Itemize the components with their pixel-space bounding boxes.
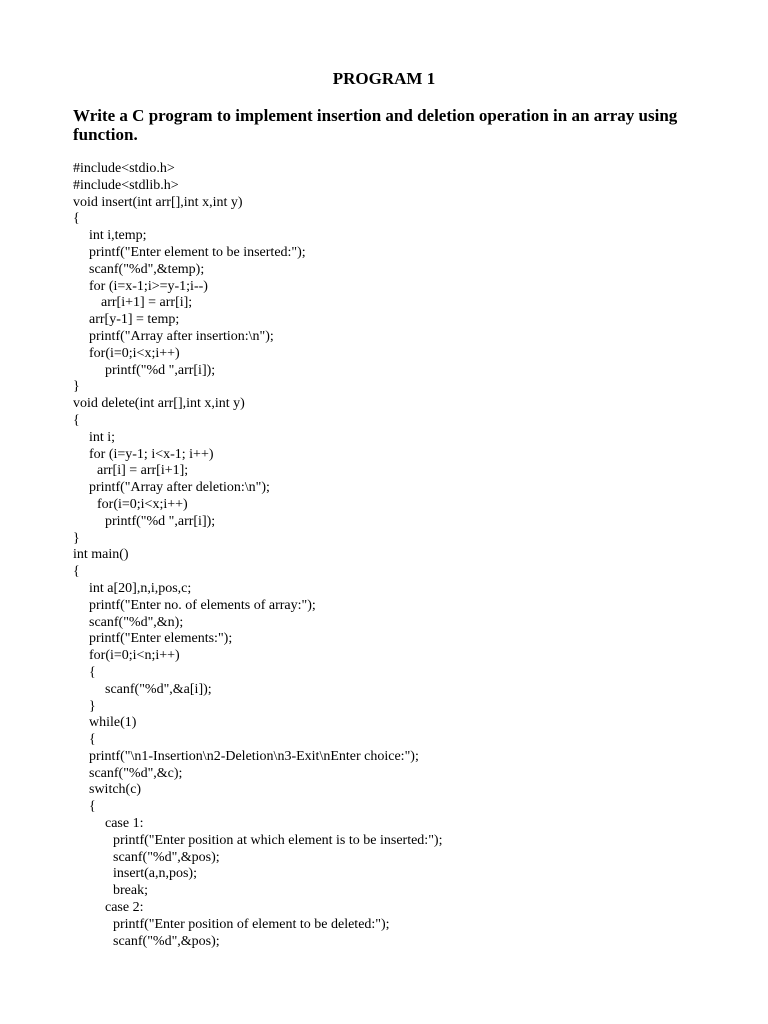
code-line: { xyxy=(73,564,80,580)
code-line: scanf("%d",&n); xyxy=(89,614,184,630)
code-line: { xyxy=(73,211,80,227)
code-line: void delete(int arr[],int x,int y) xyxy=(73,396,245,412)
code-line: { xyxy=(89,799,96,815)
code-line: } xyxy=(89,698,96,714)
code-line: printf("Enter element to be inserted:"); xyxy=(89,244,306,260)
code-line: scanf("%d",&c); xyxy=(89,765,183,781)
code-line: insert(a,n,pos); xyxy=(113,866,197,882)
code-line: printf("Array after insertion:\n"); xyxy=(89,328,274,344)
code-block xyxy=(73,161,733,950)
code-line: scanf("%d",&a[i]); xyxy=(105,681,212,697)
code-line: case 2: xyxy=(105,900,144,916)
program-title: PROGRAM 1 xyxy=(332,69,436,88)
code-line: scanf("%d",&temp); xyxy=(89,261,205,277)
code-line: scanf("%d",&pos); xyxy=(113,933,220,949)
code-line: arr[i] = arr[i+1]; xyxy=(97,463,189,479)
code-line: printf("%d ",arr[i]); xyxy=(105,362,216,378)
code-line: int a[20],n,i,pos,c; xyxy=(89,580,192,596)
code-line: #include<stdio.h> xyxy=(73,161,175,176)
code-line: arr[i+1] = arr[i]; xyxy=(101,295,193,311)
code-line: int i; xyxy=(89,429,116,445)
program-heading: Write a C program to implement insertion and deletion operation in an array using function. xyxy=(73,106,678,144)
code-line: printf("Enter no. of elements of array:"); xyxy=(89,597,316,613)
code-line: scanf("%d",&pos); xyxy=(113,849,220,865)
code-line: printf("\n1-Insertion\n2-Deletion\n3-Exit\nEnter choice:"); xyxy=(89,748,419,764)
code-line: printf("Enter position at which element is to be inserted:"); xyxy=(113,832,443,848)
code-line: printf("%d ",arr[i]); xyxy=(105,513,216,529)
code-line: case 1: xyxy=(105,816,144,832)
code-line: printf("Enter position of element to be deleted:"); xyxy=(113,916,390,932)
code-line: void insert(int arr[],int x,int y) xyxy=(73,194,243,210)
code-line: #include<stdlib.h> xyxy=(73,177,179,193)
code-line: for (i=x-1;i>=y-1;i--) xyxy=(89,278,208,294)
code-line: arr[y-1] = temp; xyxy=(89,312,180,328)
code-line: break; xyxy=(113,883,148,899)
code-line: { xyxy=(89,732,96,748)
code-line: printf("Enter elements:"); xyxy=(89,631,233,647)
code-line: while(1) xyxy=(89,715,137,731)
code-line: int main() xyxy=(73,547,129,563)
code-line: int i,temp; xyxy=(89,228,147,244)
code-line: { xyxy=(89,664,96,680)
code-line: for(i=0;i<n;i++) xyxy=(89,648,180,664)
code-line: printf("Array after deletion:\n"); xyxy=(89,480,270,496)
code-line: switch(c) xyxy=(89,782,142,798)
code-line: } xyxy=(73,379,80,395)
code-line: for (i=y-1; i<x-1; i++) xyxy=(89,446,214,462)
code-line: for(i=0;i<x;i++) xyxy=(89,345,180,361)
code-line: for(i=0;i<x;i++) xyxy=(97,496,188,512)
code-line: { xyxy=(73,412,80,428)
code-line: } xyxy=(73,530,80,546)
